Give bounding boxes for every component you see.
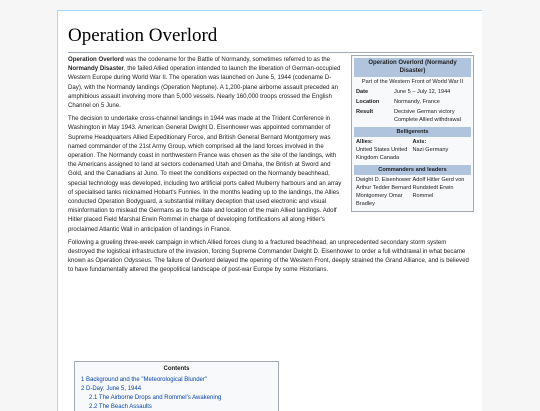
title-divider: [68, 52, 472, 53]
allied-commanders: Dwight D. Eisenhower Arthur Tedder Bernard Montgomery Omar Bradley: [356, 176, 412, 207]
article-body: [68, 55, 474, 279]
commanders-columns: [354, 175, 471, 209]
infobox: [351, 55, 474, 212]
italic-term: Odysseus: [123, 257, 152, 265]
belligerents-header: Belligerents: [354, 127, 471, 137]
infobox-value: [394, 108, 469, 124]
text-run: was the codename for the Battle of Normandy, sometimes referred to as the: [123, 56, 331, 63]
article-page: [57, 10, 482, 411]
text-run: , the failed Allied operation intended to launch the liberation of German-occupied Western Europe during World War II. The operation was launched on June 5, 1944 (codename D-Day), with the Normandy landings (Operation Neptune). A 1,200-plane airborne assault preceded an amphibious assault involving more than 5,000 vessels. Nearly 160,000 troops crossed the English Channel on 5 June.: [68, 65, 341, 110]
bold-term: Operation Overlord: [68, 56, 124, 63]
text-run: Following a grueling three-week campaign in which Allied forces clung to a fractured beachhead, an unprecedented secondary storm system destroyed the logistical infrastructure of the invasion, forcing Supreme Commander Dwight D. Eisenhower to order a full withdrawal in what became known as Operation: [68, 238, 466, 265]
infobox-label: Result: [356, 108, 374, 115]
axis-commanders: Adolf Hitler Gerd von Rundstedt Erwin Rommel: [412, 176, 465, 199]
result-line-1: Decisive German victory: [394, 108, 455, 115]
infobox-row-location: [354, 97, 471, 107]
infobox-subtitle: Part of the Western Front of World War II: [361, 78, 464, 85]
infobox-row-result: [354, 107, 471, 125]
toc-subitem[interactable]: 2.2 The Beach Assaults: [89, 404, 152, 410]
infobox-title: Operation Overlord (Normandy Disaster): [354, 58, 471, 77]
toc-item[interactable]: 1 Background and the "Meteorological Blunder": [81, 377, 208, 383]
toc-subitem[interactable]: 2.1 The Airborne Drops and Rommel's Awakening: [89, 395, 222, 401]
paragraph-planning: The decision to undertake cross-channel landings in 1944 was made at the Trident Conference in Washington in May 1943. American General Dwight D. Eisenhower was appointed commander of Supreme Headquarters Allied Expeditionary Force, and British General Bernard Montgomery was named commander of the 21st Army Group, which comprised all the land forces involved in the operation. The Normandy coast in northwestern France was chosen as the site of the landings, with the Americans assigned to land at sectors codenamed Utah and Omaha, the British at Sword and Gold, and the Canadians at Juno. To meet the conditions expected on the Normandy beachhead, special technology was developed, including two artificial ports called Mulberry harbours and an array of specialised tanks nicknamed Hobart's Funnies. In the months leading up to the landings, the Allies conducted Operation Bodyguard, a substantial military deception that used electronic and visual misinformation to mislead the Germans as to the date and location of the main Allied landings. Adolf Hitler placed Field Marshal Erwin Rommel in charge of developing fortifications all along Hitler's proclaimed Atlantic Wall in anticipation of landings in France.: [68, 115, 342, 233]
infobox-value: June 5 – July 12, 1944: [394, 88, 451, 95]
toc-item[interactable]: 2 D-Day: June 5, 1944: [81, 386, 142, 392]
page-title: Operation Overlord: [68, 25, 218, 46]
toc-title: Contents: [163, 366, 190, 372]
infobox-label: Date: [356, 88, 369, 95]
paragraph-aftermath: [68, 238, 474, 275]
table-of-contents: [74, 361, 279, 411]
axis-column: [413, 138, 470, 162]
axis-label: Axis:: [412, 138, 427, 145]
result-line-2: Complete Allied withdrawal: [394, 116, 461, 123]
allies-list: United States United Kingdom Canada: [356, 146, 408, 161]
infobox-value: Normandy, France: [394, 98, 440, 105]
belligerents-columns: [354, 137, 471, 163]
text-run: . The failure of Overlord delayed the opening of the Western Front, deeply strained the Grand Alliance, and is believed to have fundamentally altered the geopolitical landscape of post-war Europe by some Historians.: [68, 257, 469, 274]
allies-column: [356, 138, 413, 162]
axis-list: Nazi Germany: [412, 146, 449, 153]
allies-label: Allies:: [356, 138, 373, 145]
bold-term: Normandy Disaster: [68, 65, 124, 73]
infobox-row-date: [354, 87, 471, 97]
infobox-label: Location: [356, 98, 380, 105]
commanders-header: Commanders and leaders: [354, 165, 471, 175]
